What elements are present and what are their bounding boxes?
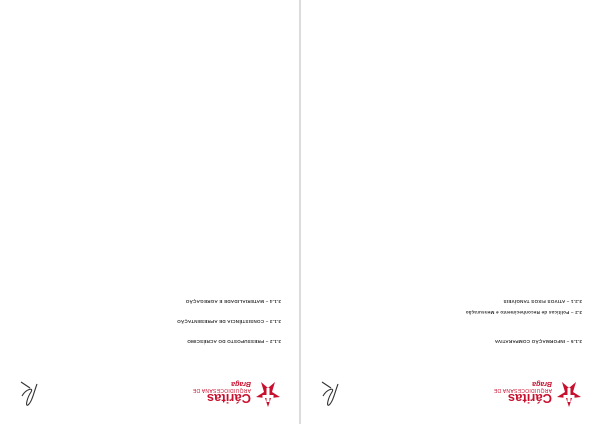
section-heading: 3.1.4 – MATERIALIDADE E AGREGAÇÃO (185, 298, 281, 304)
page-left-content-rotated (0, 0, 299, 424)
section-paragraph (319, 330, 582, 335)
section-heading: 3.2 – Políticas de Reconhecimento e Mensuração (465, 309, 582, 315)
caritas-cross-icon (556, 378, 582, 408)
signature-icon (319, 380, 341, 408)
section-paragraph (18, 280, 281, 285)
brand-subtitle: ARQUIDIOCESANA DE (192, 387, 251, 394)
page-left-content (18, 12, 281, 408)
section-paragraph (319, 321, 582, 326)
section-accrual (18, 330, 281, 344)
section-consistency (18, 310, 281, 324)
caritas-cross-icon (255, 378, 281, 408)
brand-name: Cáritas (206, 391, 251, 407)
section-paragraph (319, 280, 582, 285)
brand-subtitle: ARQUIDIOCESANA DE (493, 387, 552, 394)
page-left (0, 0, 299, 424)
page-right (301, 0, 600, 424)
section-paragraph (319, 271, 582, 276)
section-paragraph (319, 289, 582, 294)
section-heading: 3.1.3 – CONSISTÊNCIA DE APRESENTAÇÃO (176, 318, 281, 324)
section-heading: 3.1.2 – PRESSUPOSTO DO ACRÉSCIMO (187, 339, 281, 344)
page-header (319, 350, 582, 408)
section-heading: 3.2.1 – ATIVOS FIXOS TANGÍVEIS (503, 298, 582, 304)
section-paragraph (18, 330, 281, 335)
section-heading: 3.1.5 – INFORMAÇÃO COMPARATIVA (494, 339, 582, 344)
section-paragraph (18, 310, 281, 315)
section-tangible-assets (319, 271, 582, 304)
page-header (18, 350, 281, 408)
brand-city: Braga (231, 380, 251, 388)
caritas-logo (494, 378, 582, 408)
brand-name: Cáritas (507, 391, 552, 407)
page-right-content (319, 12, 582, 408)
section-materiality (18, 271, 281, 304)
caritas-logo (193, 378, 281, 408)
page-right-content-rotated (301, 0, 600, 424)
section-recognition-policies (319, 310, 582, 315)
brand-city: Braga (532, 380, 552, 388)
section-paragraph (18, 289, 281, 294)
section-comparative-info (319, 321, 582, 344)
signature-icon (18, 380, 40, 408)
section-paragraph (18, 271, 281, 276)
